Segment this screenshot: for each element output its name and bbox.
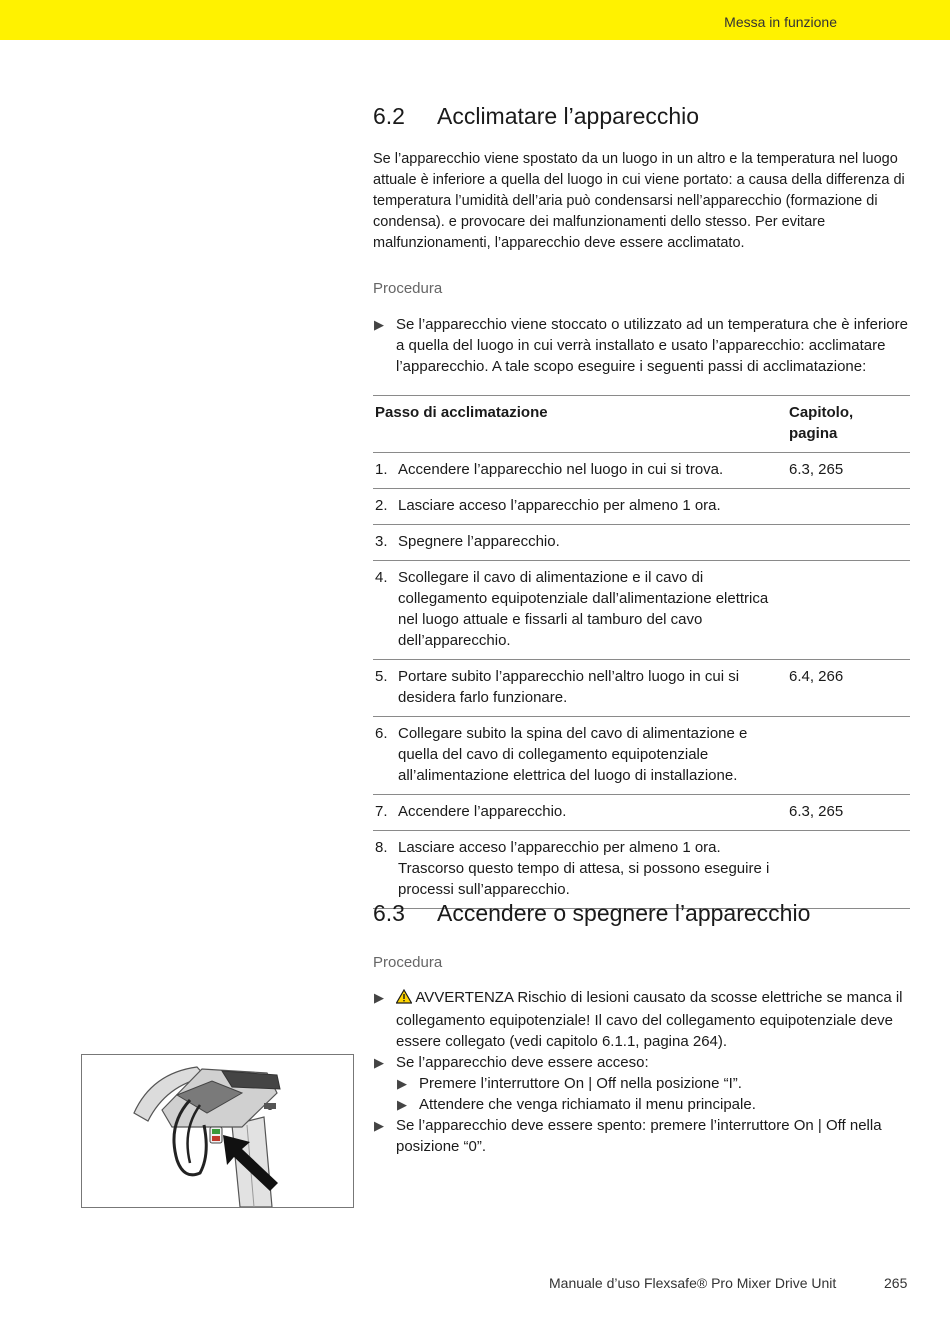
substep-text: Attendere che venga richiamato il menu principale.: [419, 1096, 756, 1113]
power-on-text: Se l’apparecchio deve essere acceso:: [396, 1054, 649, 1071]
step-number: 5.: [375, 668, 388, 685]
step-number: 1.: [375, 461, 388, 478]
header-bar: [0, 0, 950, 40]
step-text: Lasciare acceso l’apparecchio per almeno 1 ora. Trascorso questo tempo di attesa, si possono eseguire i processi sull’apparecchio.: [398, 839, 770, 898]
chapter-ref-cell: [787, 831, 910, 909]
table-row: [373, 525, 910, 561]
step-text: Collegare subito la spina del cavo di alimentazione e quella del cavo di collegamento equipotenziale all’alimentazione elettrica del luogo di installazione.: [398, 725, 748, 784]
column-header-step: Passo di acclimatazione: [375, 404, 548, 421]
section-number: 6.3: [373, 900, 405, 926]
section-title: Accendere o spegnere l’apparecchio: [437, 900, 811, 926]
section-title: Acclimatare l’apparecchio: [437, 103, 700, 129]
section-heading: [373, 900, 910, 927]
power-off-step: [373, 1115, 910, 1157]
table-row: [373, 453, 910, 489]
triangle-right-icon: ▶: [397, 1097, 407, 1112]
chapter-ref-cell: [787, 717, 910, 795]
acclimatization-table: [373, 395, 910, 909]
table-row: [373, 561, 910, 660]
chapter-ref-cell: [787, 561, 910, 660]
triangle-right-icon: ▶: [374, 1118, 384, 1133]
step-text: Accendere l’apparecchio.: [398, 803, 567, 820]
chapter-ref-cell: 6.4, 266: [789, 668, 844, 685]
triangle-right-icon: ▶: [374, 990, 384, 1005]
step-cell: [373, 795, 787, 831]
intro-paragraph: Se l’apparecchio viene spostato da un luogo in un altro e la temperatura nel luogo attuale è inferiore a quella del luogo in cui viene portato: a causa della differenza di temperatura l’umidità dell’aria può condensarsi nell’apparecchio (formazione di condensa). e provocare dei malfunzionamenti dello stesso. Per evitare malfunzionamenti, l’apparecchio deve essere acclimatato.: [373, 151, 905, 251]
chapter-ref-cell: [787, 489, 910, 525]
table-row: [373, 489, 910, 525]
footer-page-number: 265: [884, 1275, 908, 1291]
substep-text: Premere l’interruttore On | Off nella posizione “I”.: [419, 1075, 742, 1092]
triangle-right-icon: ▶: [397, 1076, 407, 1091]
section-6-3: [373, 900, 910, 1157]
warning-word: AVVERTENZA: [415, 989, 514, 1006]
table-row: [373, 660, 910, 717]
step-number: 8.: [375, 839, 388, 856]
device-switch-drawing: [82, 1055, 353, 1207]
acclimatization-table-wrap: [373, 395, 910, 909]
warning-triangle-icon: [396, 989, 412, 1010]
step-cell: [373, 525, 787, 561]
procedure-label: Procedura: [373, 280, 443, 297]
section-6-2: [373, 103, 910, 377]
chapter-ref-cell: [787, 525, 910, 561]
section-heading: [373, 103, 910, 130]
step-cell: [373, 831, 787, 909]
step-number: 7.: [375, 803, 388, 820]
step-cell: [373, 453, 787, 489]
power-on-substep-2: [373, 1094, 910, 1115]
step-cell: [373, 660, 787, 717]
power-on-substep-1: [373, 1073, 910, 1094]
step-cell: [373, 489, 787, 525]
footer-manual-title: Manuale d’uso Flexsafe® Pro Mixer Drive Unit: [549, 1275, 837, 1291]
procedure-step: [373, 314, 910, 377]
step-number: 2.: [375, 497, 388, 514]
table-row: [373, 831, 910, 909]
triangle-right-icon: ▶: [374, 317, 384, 332]
triangle-right-icon: ▶: [374, 1055, 384, 1070]
device-illustration: [81, 1054, 354, 1208]
table-row: [373, 717, 910, 795]
step-cell: [373, 717, 787, 795]
step-text: Lasciare acceso l’apparecchio per almeno 1 ora.: [398, 497, 721, 514]
step-number: 4.: [375, 569, 388, 586]
table-row: [373, 795, 910, 831]
chapter-title: Messa in funzione: [724, 14, 837, 30]
warning-step: [373, 987, 910, 1052]
step-text: Scollegare il cavo di alimentazione e il cavo di collegamento equipotenziale dall’alimentazione elettrica nel luogo attuale e fissarli al tamburo del cavo dell’apparecchio.: [398, 569, 769, 649]
step-number: 3.: [375, 533, 388, 550]
step-cell: [373, 561, 787, 660]
chapter-ref-cell: 6.3, 265: [789, 803, 844, 820]
step-text: Accendere l’apparecchio nel luogo in cui si trova.: [398, 461, 724, 478]
step-number: 6.: [375, 725, 388, 742]
procedure-label: Procedura: [373, 954, 443, 971]
power-off-text: Se l’apparecchio deve essere spento: premere l’interruttore On | Off nella posizione “0”.: [396, 1117, 882, 1155]
section-number: 6.2: [373, 103, 405, 129]
warning-text: Rischio di lesioni causato da scosse elettriche se manca il collegamento equipotenziale! Il cavo del collegamento equipotenziale deve essere collegato (vedi capitolo 6.1.1, pagina 264).: [396, 989, 903, 1050]
table-header-row: [373, 396, 910, 453]
chapter-ref-cell: 6.3, 265: [789, 461, 844, 478]
column-header-chapter: Capitolo, pagina: [789, 404, 854, 442]
step-text: Spegnere l’apparecchio.: [398, 533, 560, 550]
procedure-step-text: Se l’apparecchio viene stoccato o utilizzato ad un temperatura che è inferiore a quella del luogo in cui verrà installato e usato l’apparecchio: acclimatare l’apparecchio. A tale scopo eseguire i seguenti passi di acclimatazione:: [396, 316, 908, 375]
power-on-step: [373, 1052, 910, 1073]
step-text: Portare subito l’apparecchio nell’altro luogo in cui si desidera farlo funzionare.: [398, 668, 740, 706]
